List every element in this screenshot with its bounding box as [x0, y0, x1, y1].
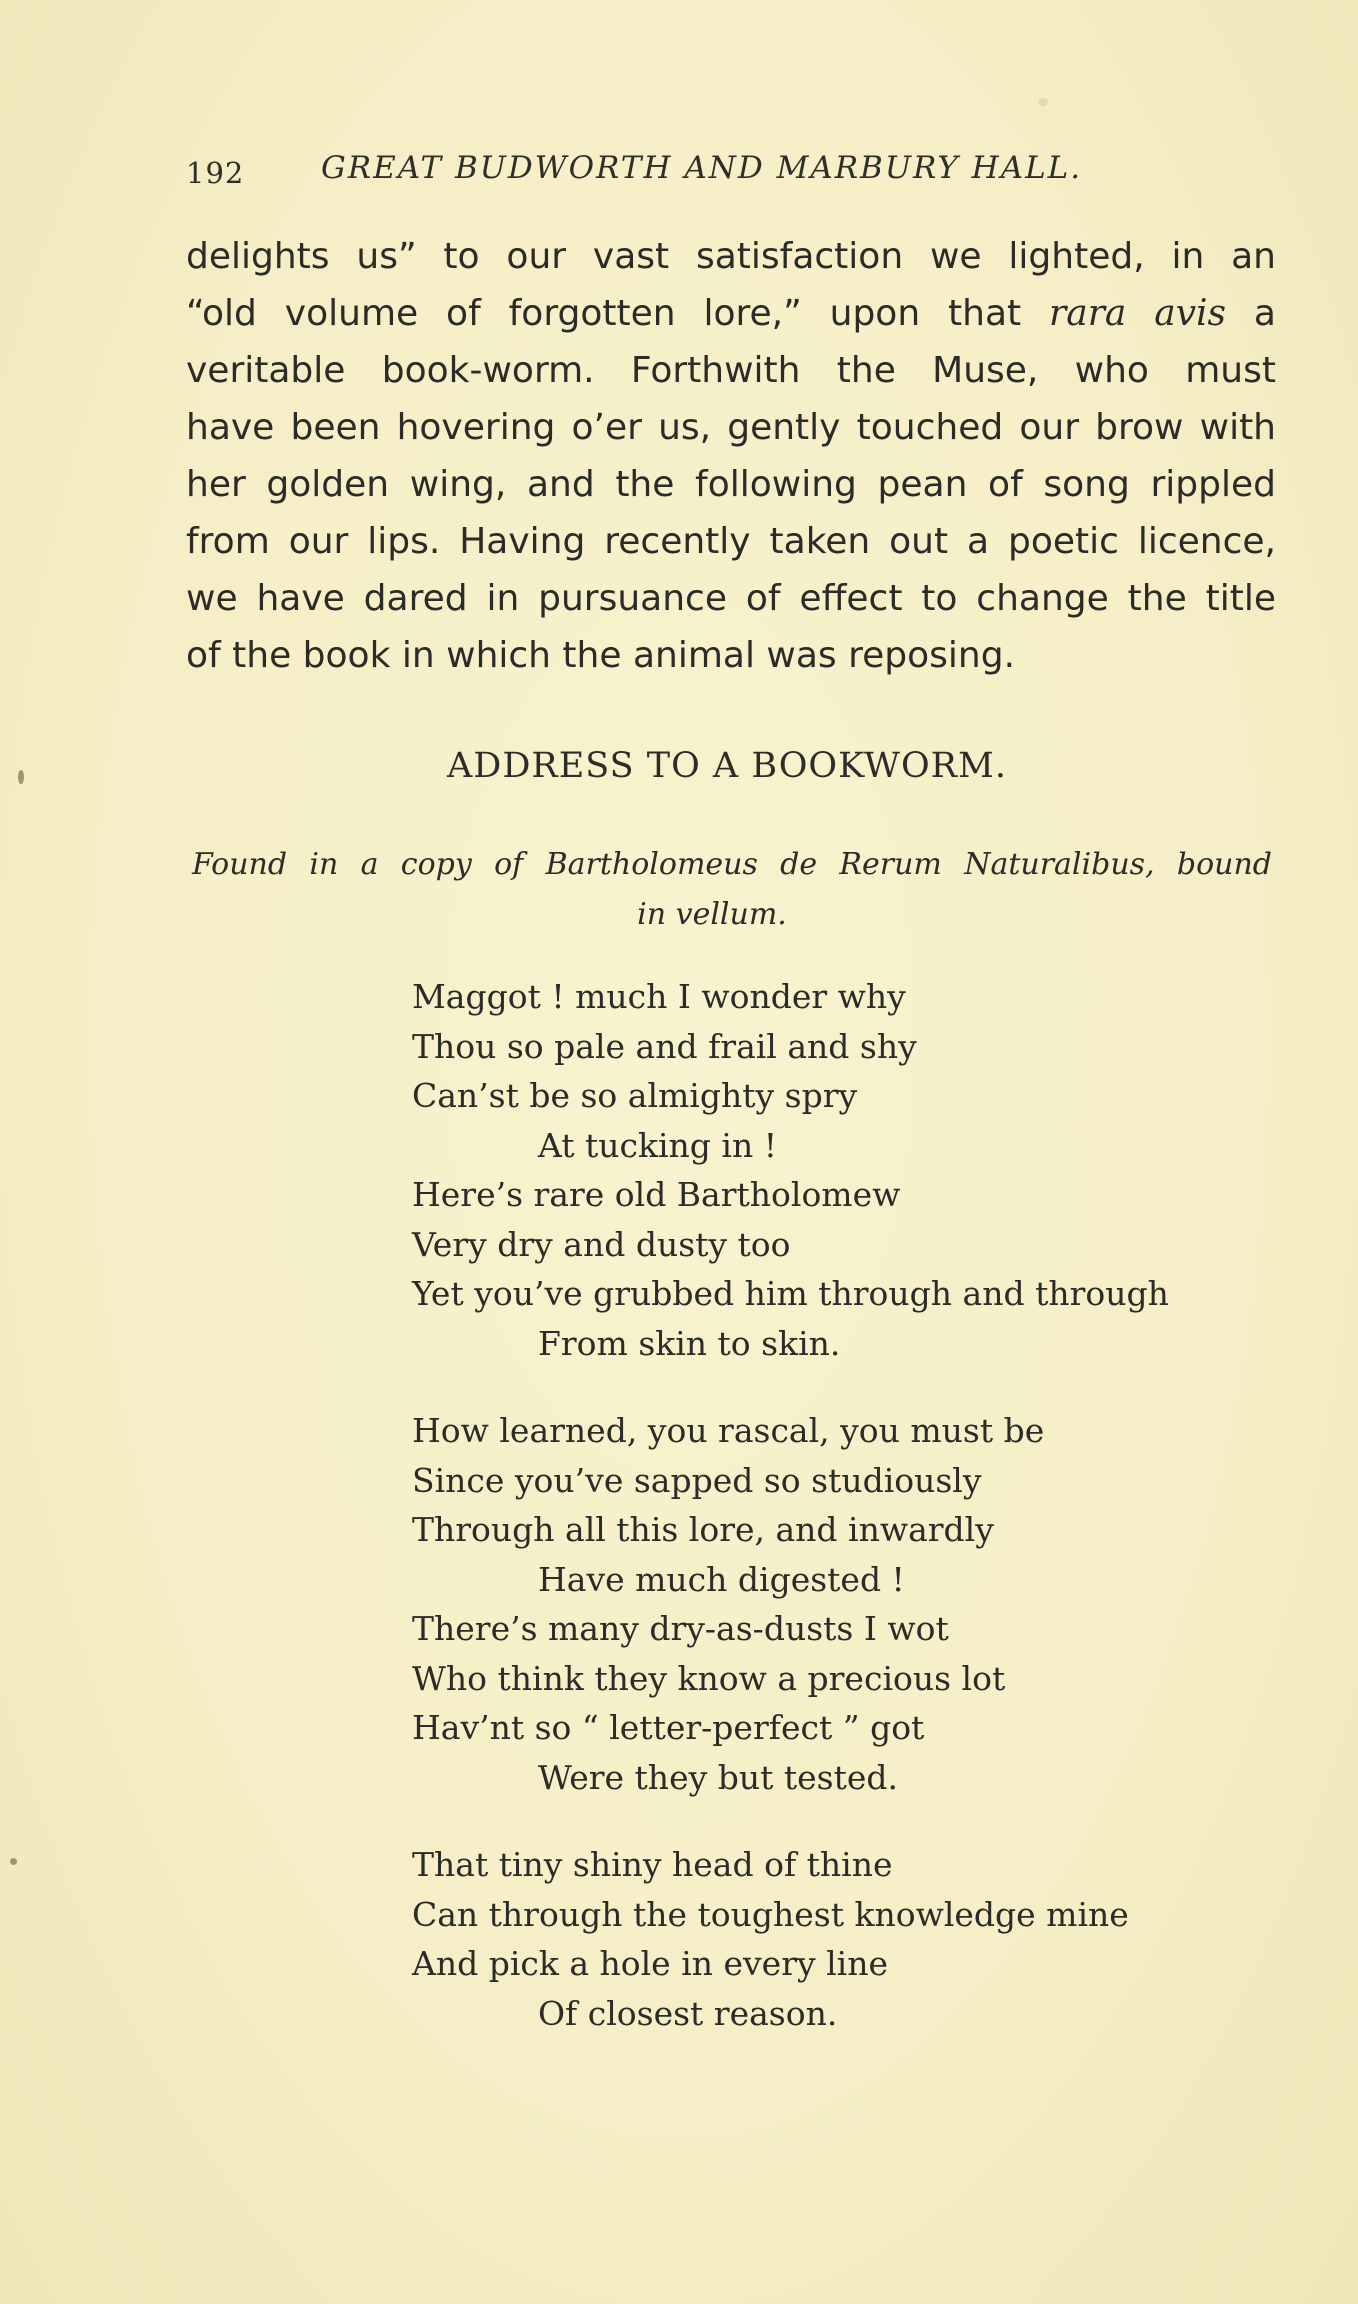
prose-line-with-italic	[186, 285, 1276, 342]
prose-line: her golden wing, and the following pean of song rippled	[186, 464, 1276, 505]
paper-speck	[1038, 98, 1048, 106]
poem-line: Thou so pale and frail and shy	[412, 1026, 917, 1066]
poem-line: Can through the toughest knowledge mine	[412, 1894, 1129, 1934]
running-title: GREAT BUDWORTH AND MARBURY HALL.	[321, 150, 1083, 186]
prose-line: delights us” to our vast satisfaction we lighted, in an	[186, 236, 1276, 277]
poem-line: At tucking in !	[538, 1125, 777, 1165]
poem-line: How learned, you rascal, you must be	[412, 1411, 1045, 1450]
poem-stanza	[412, 1406, 1169, 1802]
poem-line: Through all this lore, and inwardly	[412, 1510, 994, 1549]
poem-line: Hav’nt so “ letter-perfect ” got	[412, 1708, 925, 1747]
prose-line: of the book in which the animal was reposing.	[186, 635, 1016, 676]
poem-line: From skin to skin.	[538, 1323, 841, 1363]
poem-line: There’s many dry-as-dusts I wot	[412, 1609, 949, 1648]
poem-line: Here’s rare old Bartholomew	[412, 1175, 901, 1214]
poem-stanza	[412, 1840, 1169, 2038]
prose-line: we have dared in pursuance of effect to change the title	[186, 578, 1276, 619]
prose-line: veritable book-worm. Forthwith the Muse, who must	[186, 350, 1276, 391]
poem-line: That tiny shiny head of thine	[412, 1845, 893, 1884]
poem-line: Of closest reason.	[538, 1993, 838, 2033]
running-head	[186, 150, 1186, 200]
poem	[412, 972, 1169, 2076]
prose-line-text: “old volume of forgotten lore,” upon that	[186, 293, 1050, 334]
poem-line: And pick a hole in every line	[412, 1944, 889, 1983]
italic-phrase: rara avis	[1049, 293, 1227, 334]
poem-heading: ADDRESS TO A BOOKWORM.	[447, 746, 1007, 786]
poem-line: Who think they know a precious lot	[412, 1658, 1006, 1698]
poem-line: Can’st be so almighty spry	[412, 1076, 858, 1115]
poem-line: Since you’ve sapped so studiously	[412, 1460, 982, 1500]
poem-subtitle	[192, 840, 1272, 940]
poem-line: Were they but tested.	[538, 1757, 898, 1797]
prose-line: from our lips. Having recently taken out a poetic licence,	[186, 521, 1276, 562]
poem-line: Very dry and dusty too	[412, 1224, 791, 1264]
subtitle-line: in vellum.	[637, 897, 787, 932]
subtitle-line: Found in a copy of Bartholomeus de Rerum Naturalibus, bound	[192, 847, 1272, 882]
prose-line: have been hovering o’er us, gently touched our brow with	[186, 407, 1276, 448]
page-number: 192	[186, 156, 245, 190]
paper-speck	[18, 770, 24, 784]
poem-line: Have much digested !	[538, 1559, 905, 1599]
prose-line-tail: a	[1226, 293, 1276, 334]
paper-speck	[10, 1858, 17, 1865]
prose-paragraph	[186, 228, 1276, 684]
poem-line: Yet you’ve grubbed him through and through	[412, 1274, 1169, 1313]
poem-stanza	[412, 972, 1169, 1368]
poem-line: Maggot ! much I wonder why	[412, 977, 906, 1016]
